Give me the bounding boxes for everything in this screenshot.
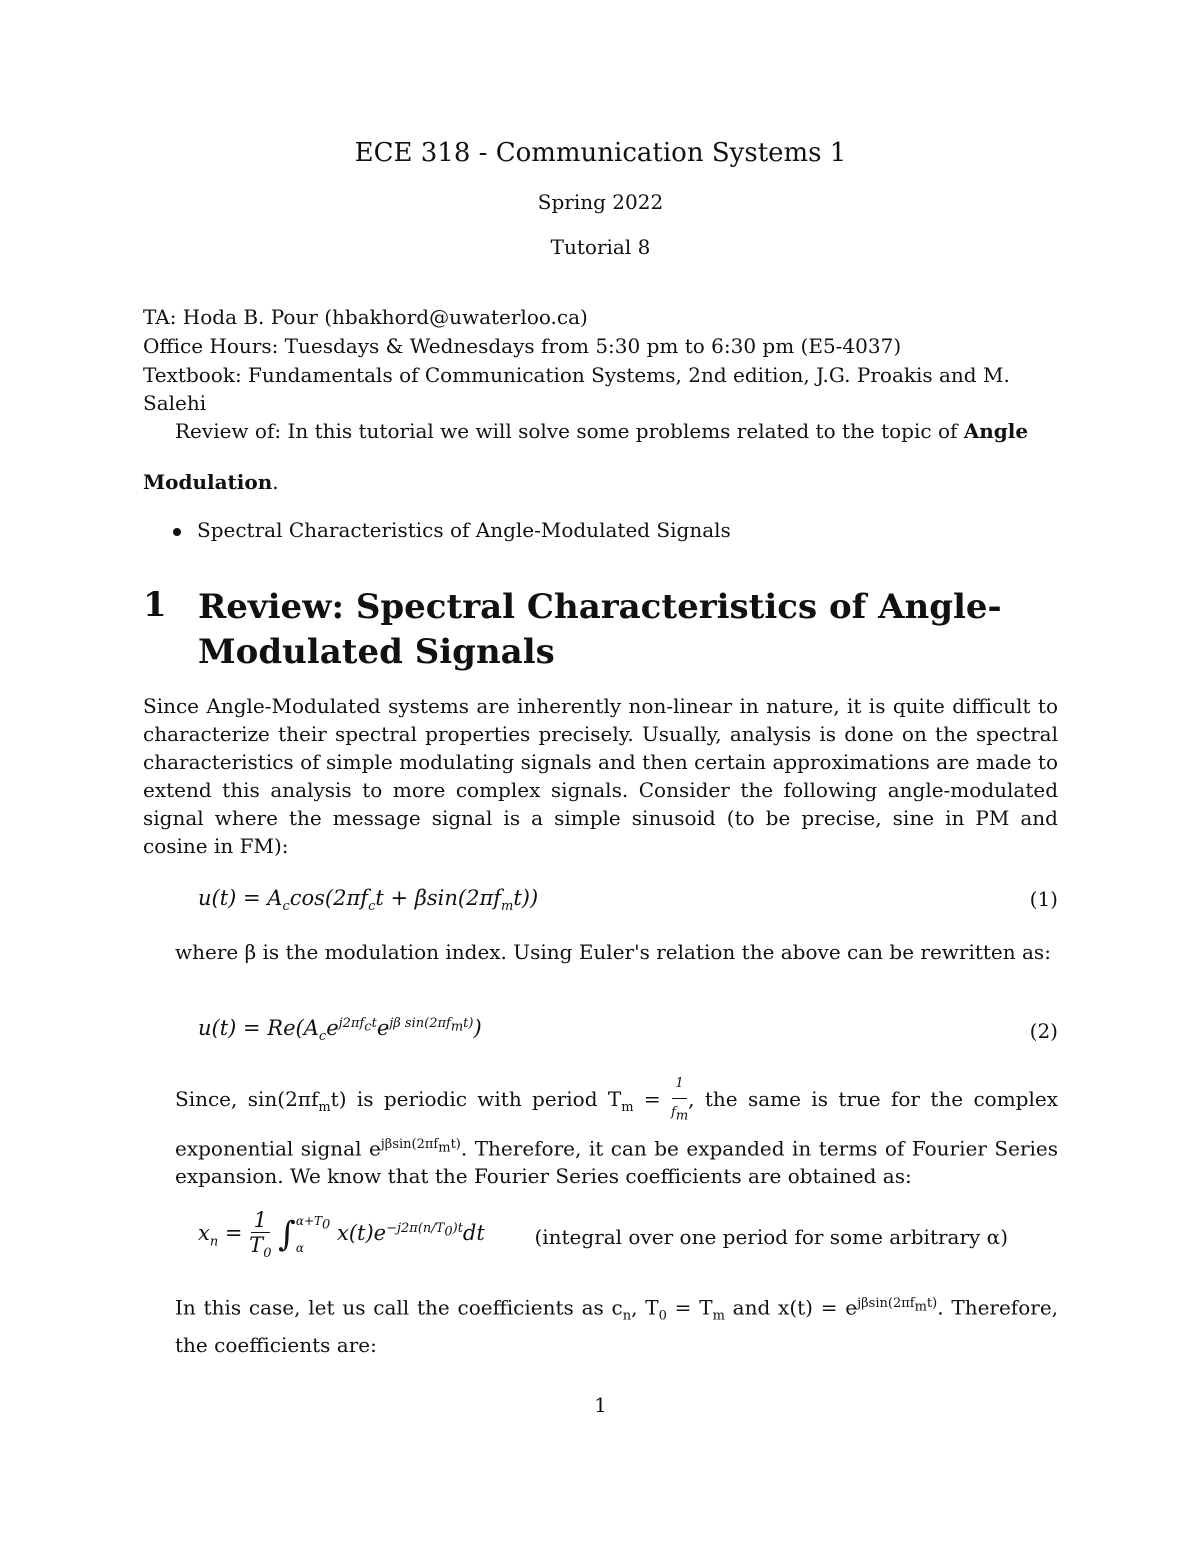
page-number: 1 <box>594 1393 607 1417</box>
review-line <box>143 417 1058 446</box>
textbook-line: Textbook: Fundamentals of Communication Systems, 2nd edition, J.G. Proakis and M. <box>143 363 1010 387</box>
periodic-paragraph: Since, $\sin(2\pi f_mt)$ is periodic with period $T_m$ = $\frac{1}{f_m}$ , the same is true for the complex exponential signal $e^{j\beta sin(2\pi f_mt)}$. Therefore, it can be expanded in terms of Fourier Series expansion. We know that the Fourier Series coefficients are obtained as: <box>143 1070 1058 1190</box>
intro-paragraph: Since Angle-Modulated systems are inherently non-linear in nature, it is quite difficult to characterize their spectral properties precisely. Usually, analysis is done on the spectral characteristics of simple modulating signals and then certain approximations are made to extend this analysis to more complex signals. Consider the following angle-modulated signal where the message signal is a simple sinusoid (to be precise, sine in PM and cosine in FM): <box>143 694 1058 858</box>
equation-1: $u(t) = A_c\cos(2\pi f_ct + \beta\sin(2\pi f_mt))$ <box>198 886 539 915</box>
equation-1-number: (1) <box>1029 887 1058 911</box>
equation-2: $u(t) = Re(A_ce^{j2\pi f_ct}e^{j\beta sin(2\pi f_mt)})$ <box>198 1016 482 1045</box>
topic-list-item: Spectral Characteristics of Angle-Modulated Signals <box>173 518 731 542</box>
review-text: Review of: In this tutorial we will solve some problems related to the topic of <box>175 419 964 443</box>
fraction-1-over-fm: $\frac{1}{f_m}$ <box>671 1070 688 1131</box>
document-page <box>143 0 1058 1553</box>
bullet-icon <box>173 528 181 536</box>
review-bold-modulation: Modulation <box>143 470 273 494</box>
equation-3-note: (integral over one period for some arbitrary α) <box>534 1225 1008 1249</box>
review-bold-angle: Angle <box>963 419 1029 443</box>
review-line-continued: Modulation. <box>143 470 279 494</box>
office-hours-line: Office Hours: Tuesdays & Wednesdays from 5:30 pm to 6:30 pm (E5-4037) <box>143 334 902 358</box>
fraction-1-over-t0: $\frac{1}{T_0}$ <box>249 1208 272 1262</box>
coefficients-paragraph: In this case, let us call the coefficients as $c_n$, $T_0 = T_m$ and $x(t) = e^{j\beta sin(2\pi f_mt)}$. Therefore, the coefficients are: <box>175 1295 1059 1357</box>
textbook-line-continued: Salehi <box>143 391 207 415</box>
ta-line: TA: Hoda B. Pour (hbakhord@uwaterloo.ca) <box>143 305 588 329</box>
section-number: 1 <box>143 585 167 625</box>
page-title: ECE 318 - Communication Systems 1 <box>354 138 847 168</box>
equation-3: $x_n$ = $\frac{1}{T_0}$ ∫ $\alpha+T_0$ α $x(t)e^{-j2\pi(n/T_0)t}dt$ <box>198 1208 485 1262</box>
modulation-index-paragraph: where β is the modulation index. Using Euler's relation the above can be rewritten as: <box>175 940 1051 964</box>
tutorial-label: Tutorial 8 <box>550 235 651 259</box>
equation-2-number: (2) <box>1029 1019 1058 1043</box>
term-label: Spring 2022 <box>537 190 664 214</box>
section-title: Review: Spectral Characteristics of Angle-Modulated Signals <box>198 587 1002 672</box>
